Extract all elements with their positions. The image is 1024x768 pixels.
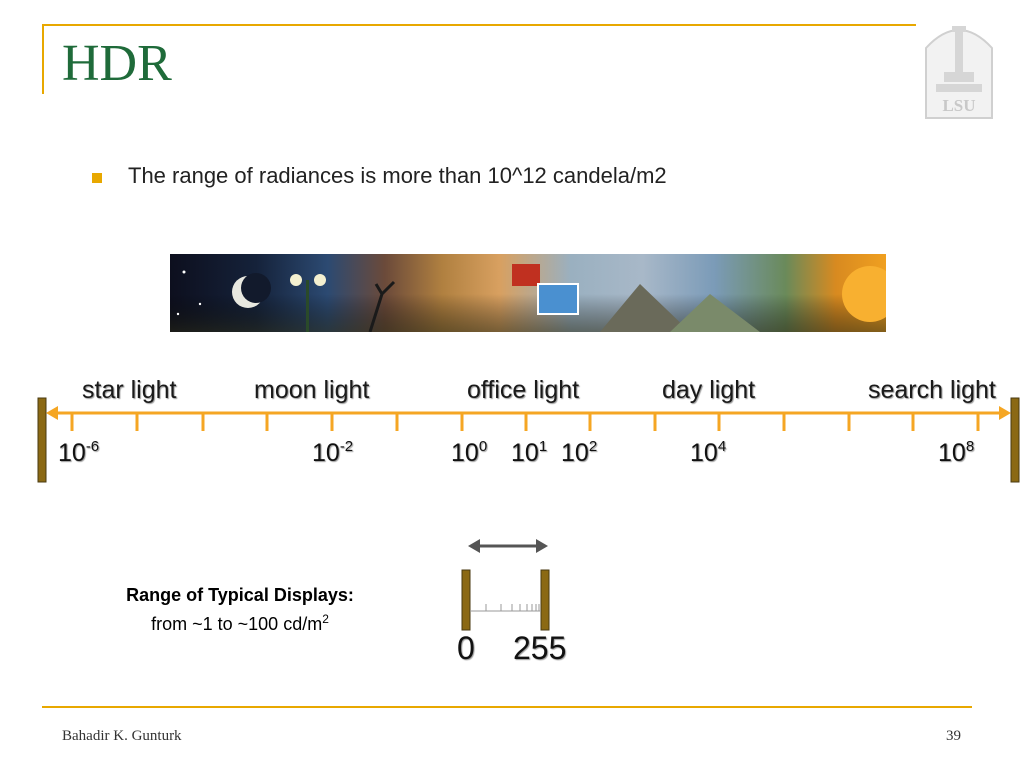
- exp-label: $10^4$: [690, 438, 727, 467]
- label-day-light: day light: [662, 376, 756, 404]
- bullet-text: The range of radiances is more than 10^12 candela/m2: [128, 163, 667, 188]
- luminance-photo-strip: [170, 254, 886, 332]
- scale-arrow-left: [46, 406, 58, 420]
- range-arrow-right: [536, 539, 548, 553]
- displays-subtitle: from ~1 to ~100 $cd/m^2$: [151, 612, 329, 634]
- page-number: 39: [946, 728, 961, 744]
- display-range-diagram: [440, 530, 580, 640]
- display-ticks: [486, 604, 539, 611]
- label-moon-light: moon light: [254, 376, 370, 404]
- label-star-light: star light: [82, 376, 177, 404]
- pixel-min-label: 0: [457, 630, 475, 666]
- range-arrow-left: [468, 539, 480, 553]
- scale-left-post: [38, 398, 46, 482]
- exp-label: $10^8$: [938, 438, 975, 467]
- lsu-logo: [922, 18, 996, 122]
- footer-rule: [42, 706, 972, 708]
- displays-title: Range of Typical Displays:: [126, 585, 354, 605]
- exp-label: $10^{-2}$: [312, 438, 354, 467]
- label-office-light: office light: [467, 376, 580, 404]
- display-left-post: [462, 570, 470, 630]
- scale-ticks: [72, 413, 978, 431]
- exp-label: $10^1$: [511, 438, 548, 467]
- exp-label: $10^{-6}$: [58, 438, 100, 467]
- exp-label: $10^2$: [561, 438, 598, 467]
- scale-right-post: [1011, 398, 1019, 482]
- scale-arrow-right: [999, 406, 1011, 420]
- title-rule: [42, 24, 916, 26]
- label-search-light: search light: [868, 376, 996, 404]
- logo-text: LSU: [942, 96, 976, 115]
- exp-label: $10^0$: [451, 438, 488, 467]
- bullet-marker: [92, 173, 102, 183]
- footer-author: Bahadir K. Gunturk: [62, 728, 182, 744]
- slide-title: HDR: [62, 35, 172, 92]
- display-right-post: [541, 570, 549, 630]
- title-rule-left: [42, 24, 44, 94]
- pixel-max-label: 255: [513, 630, 567, 666]
